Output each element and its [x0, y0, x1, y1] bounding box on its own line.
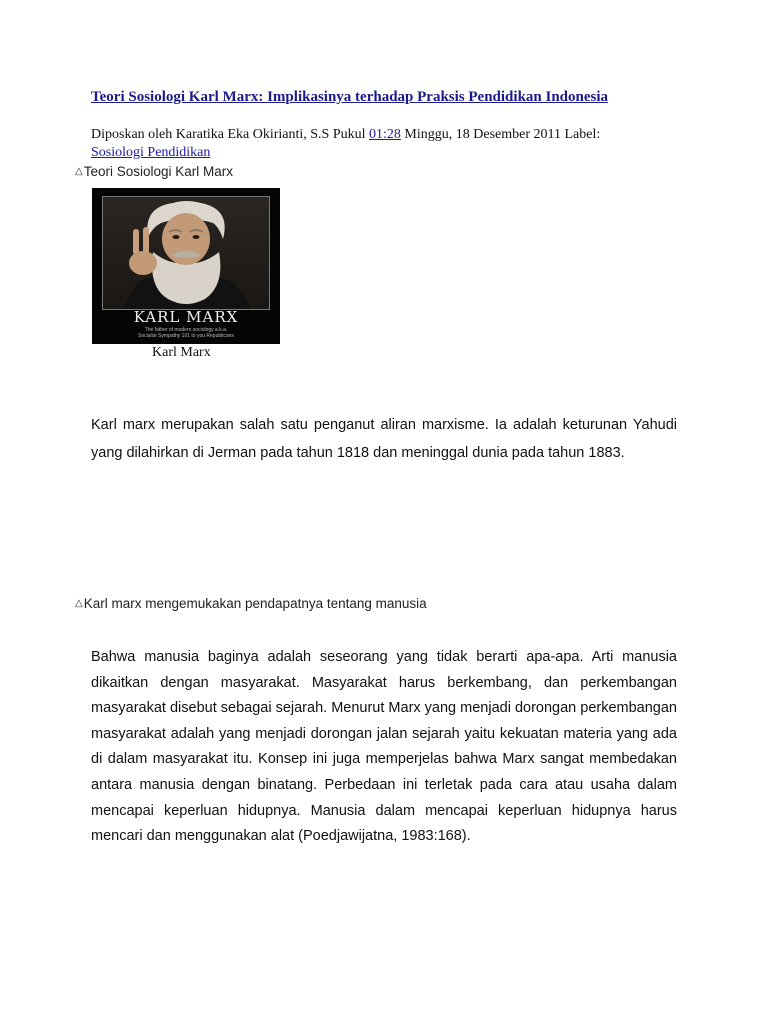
section-heading-text: Teori Sosiologi Karl Marx [83, 164, 234, 179]
meta-prefix: Diposkan oleh Karatika Eka Okirianti, S.S Pukul [91, 127, 370, 142]
portrait-illustration [103, 197, 269, 309]
photo-name-text: KARL MARX [133, 308, 239, 326]
paragraph-intro-text: Karl marx merupakan salah satu penganut aliran marxisme. Ia adalah keturunan Yahudi yang dilahirkan di Jerman pada tahun 1818 dan meninggal dunia pada tahun 1883. [91, 417, 677, 461]
bullet-icon: △ [75, 166, 83, 177]
paragraph-manusia-text: Bahwa manusia baginya adalah seseorang yang tidak berarti apa-apa. Arti manusia dikaitkan dengan masyarakat. Masyarakat harus berkembang, dan perkembangan masyarakat disebut sebagai sejarah. Menurut Marx yang menjadi dorongan perkembangan masyarakat adalah yang menjadi dorongan jalan sejarah yaitu kekuatan materia yang ada di dalam masyarakat itu. Konsep ini juga memperjelas bahwa Marx sangat membedakan antara manusia dengan binatang. Perbedaan ini terletak pada cara atau usaha dalam mencapai keperluan hidupnya. Manusia dalam mencapai keperluan hidupnya harus mencari dan menggunakan alat (Poedjawijatna, 1983:168). [91, 649, 677, 845]
photo-subtext: The father of modern sociology a.k.a. Socialist Sympathy 101 to you Republicans [138, 327, 234, 339]
post-meta [91, 126, 691, 162]
time-link[interactable]: 01:28 [369, 127, 401, 142]
section-heading-sosiologi [75, 164, 233, 179]
paragraph-manusia [91, 645, 677, 850]
image-caption: Karl Marx [152, 345, 211, 360]
portrait-frame [102, 196, 270, 310]
post-title[interactable]: Teori Sosiologi Karl Marx: Implikasinya terhadap Praksis Pendidikan Indonesia [91, 89, 609, 105]
label-link[interactable]: Sosiologi Pendidikan [91, 145, 211, 160]
bullet-icon: △ [75, 598, 83, 609]
karl-marx-photo [92, 188, 280, 344]
section-heading-manusia [75, 596, 427, 611]
paragraph-intro [91, 411, 677, 467]
section-heading-text: Karl marx mengemukakan pendapatnya tentang manusia [83, 596, 427, 611]
meta-middle: Minggu, 18 Desember 2011 Label: [400, 127, 601, 142]
